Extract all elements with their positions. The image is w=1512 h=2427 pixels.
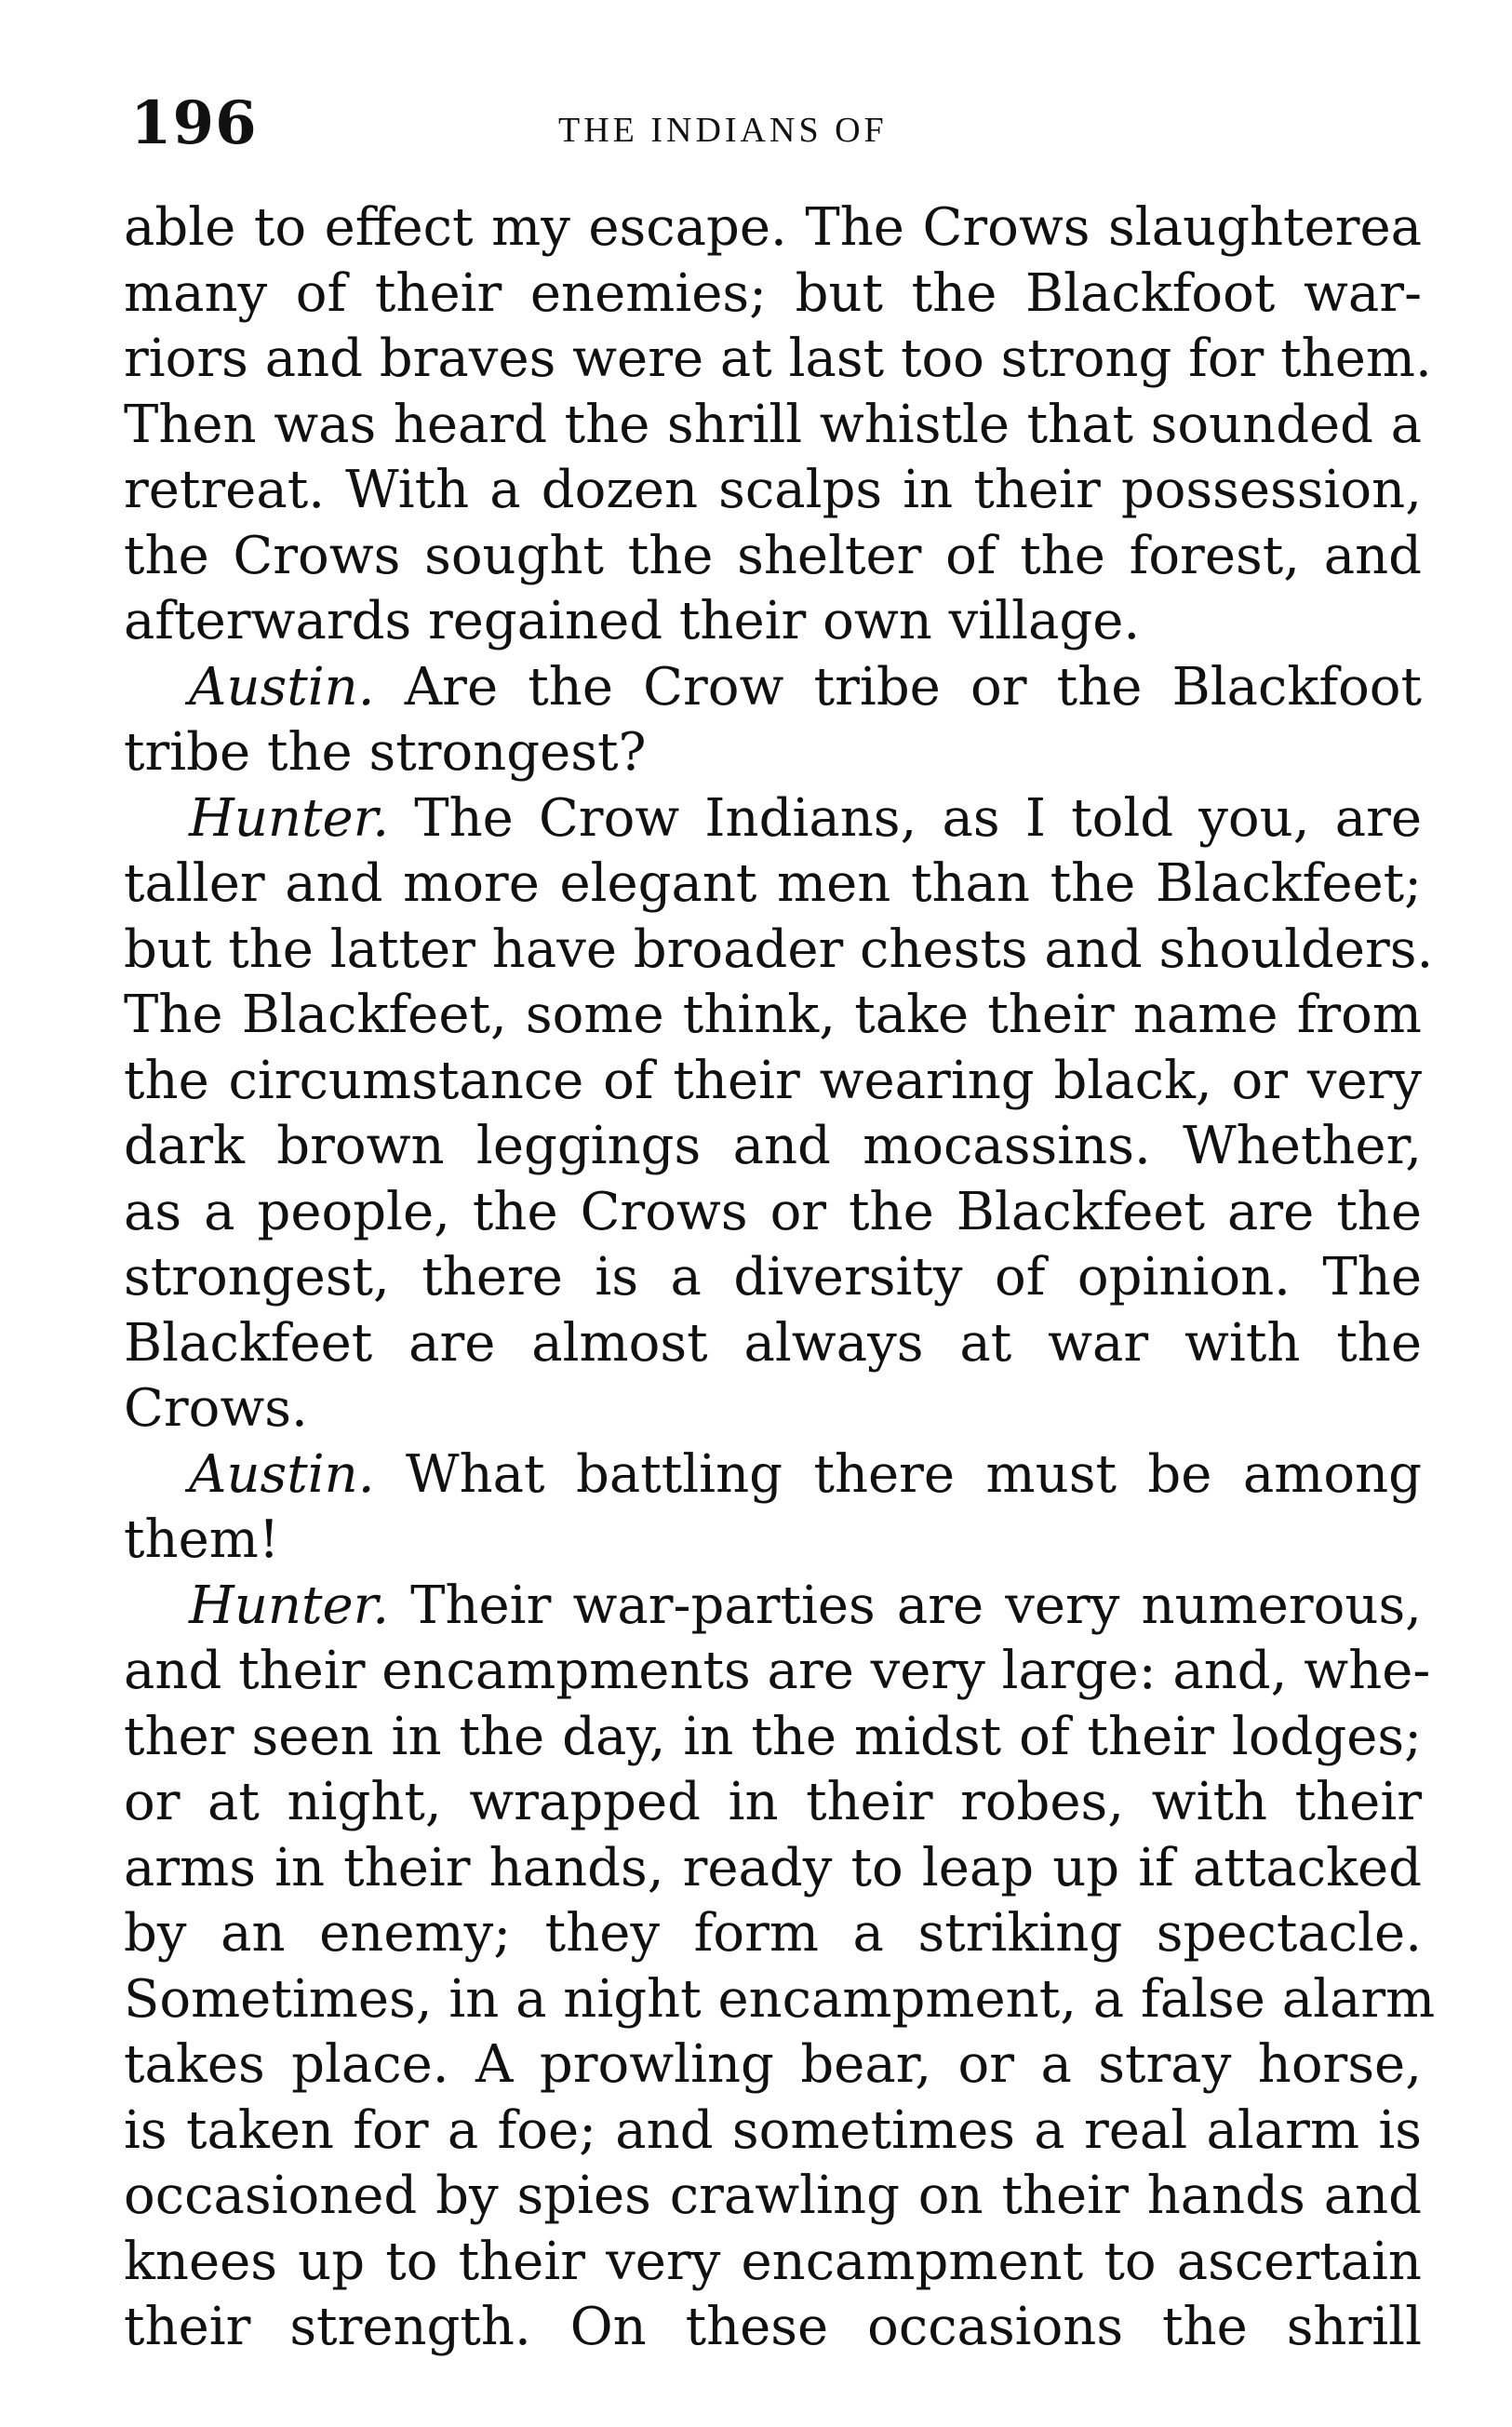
text-line: the circumstance of their wearing black, or very [124, 1050, 1422, 1111]
text-line: Then was heard the shrill whistle that sounded a [124, 394, 1422, 455]
dialogue-text: Are the Crow tribe or the Blackfoot [404, 656, 1422, 717]
text-line: Crows. [124, 1378, 308, 1439]
text-line: by an enemy; they form a striking spectacle. [124, 1903, 1422, 1964]
text-line: their strength. On these occasions the shrill [124, 2297, 1422, 2357]
text-line: is taken for a foe; and sometimes a real alarm is [124, 2099, 1422, 2161]
dialogue-text: The Crow Indians, as I told you, are [414, 787, 1422, 849]
speaker-name: Hunter. [189, 1575, 390, 1636]
body-text [124, 195, 1436, 2361]
text-line: but the latter have broader chests and shoulders. [124, 919, 1434, 980]
text-line: many of their enemies; but the Blackfoot war- [124, 262, 1422, 324]
running-title: THE INDIANS OF [558, 111, 888, 150]
text-line: riors and braves were at last too strong for them. [124, 329, 1432, 389]
text-line: strongest, there is a diversity of opinion. The [124, 1247, 1422, 1307]
page-number: 196 [130, 88, 258, 158]
text-line: arms in their hands, ready to leap up if attacked [124, 1837, 1422, 1898]
text-line: Blackfeet are almost always at war with the [124, 1312, 1422, 1374]
text-line: ther seen in the day, in the midst of their lodges; [124, 1706, 1422, 1767]
text-line: retreat. With a dozen scalps in their possession, [124, 460, 1422, 520]
dialogue-line [124, 786, 1422, 852]
dialogue-text: What battling there must be among [406, 1443, 1422, 1505]
speaker-name: Austin. [189, 656, 375, 717]
dialogue-line [124, 1574, 1422, 1640]
text-line: The Blackfeet, some think, take their name from [124, 985, 1422, 1045]
dialogue-line [124, 1442, 1422, 1508]
text-line: and their encampments are very large: and, whe- [124, 1641, 1431, 1701]
text-line: or at night, wrapped in their robes, with their [124, 1772, 1422, 1832]
speaker-name: Hunter. [189, 787, 390, 849]
text-line: takes place. A prowling bear, or a stray horse, [124, 2034, 1422, 2095]
text-line: knees up to their very encampment to ascertain [124, 2231, 1422, 2292]
text-line: able to effect my escape. The Crows slaughterea [124, 197, 1422, 258]
text-line: the Crows sought the shelter of the forest, and [124, 525, 1422, 586]
text-line: Sometimes, in a night encampment, a false alarm [124, 1968, 1436, 2030]
text-line: taller and more elegant men than the Blackfeet; [124, 853, 1422, 914]
text-line: occasioned by spies crawling on their hands and [124, 2166, 1422, 2226]
text-line: afterwards regained their own village. [124, 591, 1141, 651]
dialogue-text: Their war-parties are very numerous, [410, 1575, 1422, 1636]
speaker-name: Austin. [189, 1443, 375, 1505]
text-line: them! [124, 1509, 280, 1570]
text-line: dark brown leggings and mocassins. Whether, [124, 1116, 1422, 1176]
text-line: as a people, the Crows or the Blackfeet are the [124, 1181, 1422, 1242]
dialogue-line [124, 655, 1422, 721]
text-line: tribe the strongest? [124, 722, 647, 783]
